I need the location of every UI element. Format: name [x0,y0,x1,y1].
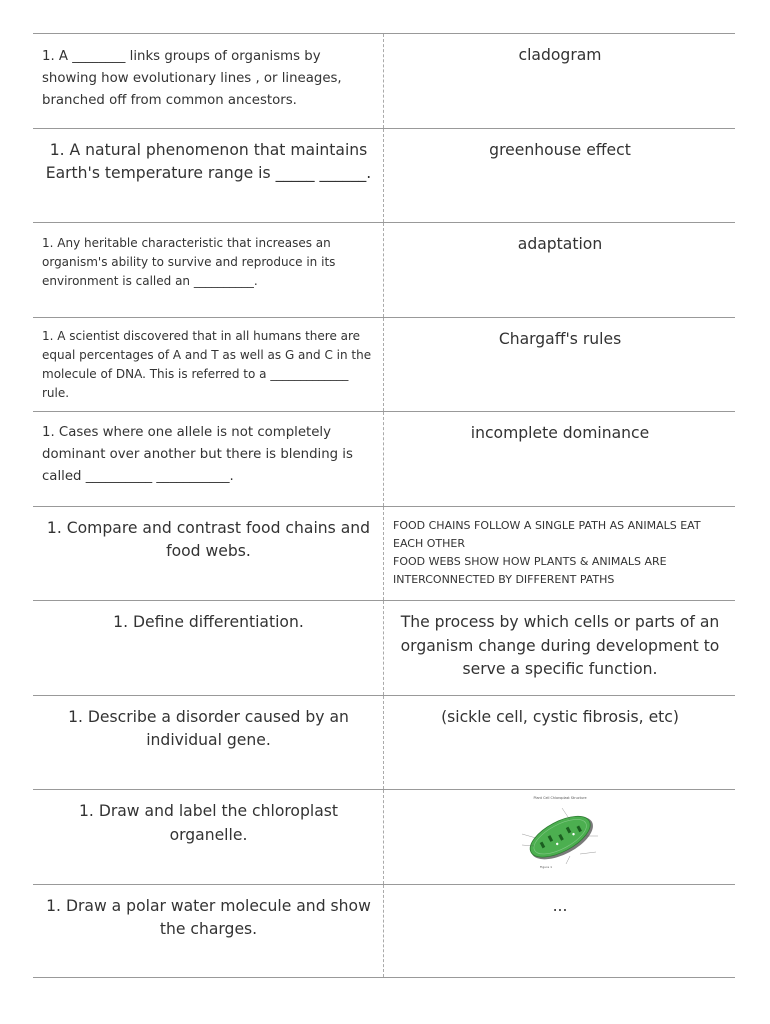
flashcard-row [33,128,735,223]
question-text: 1. Any heritable characteristic that increases an organism's ability to survive and reproduce in its environment is called an __________. [42,236,336,288]
chloroplast-diagram [510,794,610,874]
answer-text: incomplete dominance [470,424,650,442]
flashcard-row [33,695,735,790]
flashcard-row [33,884,735,979]
answer-block [384,507,735,601]
flashcard-row [33,317,735,412]
question-text: 1. Draw and label the chloroplast organelle. [79,802,338,844]
flashcard-row [33,600,735,695]
diagram-title: Plant Cell Chloroplast Structure [533,796,587,800]
answer-text: adaptation [517,235,603,253]
question-text: 1. Draw a polar water molecule and show the charges. [46,896,371,938]
question-text: 1. Compare and contrast food chains and food webs. [46,518,371,560]
answer-text: ... [552,896,568,915]
answer-text: cladogram [518,46,602,64]
flashcard-row [33,33,735,128]
answer-food-webs: FOOD WEBS SHOW HOW PLANTS & ANIMALS ARE INTERCONNECTED BY DIFFERENT PATHS [393,554,667,586]
flashcard-row [33,789,735,884]
question-text: 1. Describe a disorder caused by an individual gene. [68,707,349,749]
flashcard-sheet [33,33,735,978]
answer-text: Chargaff's rules [498,329,622,348]
question-text: 1. A natural phenomenon that maintains Earth's temperature range is _____ ______. [45,140,372,182]
label-leader [580,852,596,854]
question-text: 1. A scientist discovered that in all humans there are equal percentages of A and T as well as G and C in the molecule of DNA. This is referred to a _____________ rule. [42,328,372,400]
flashcard-row [33,411,735,506]
flashcard-row [33,222,735,317]
answer-text: greenhouse effect [489,140,631,159]
label-leader [522,834,536,838]
answer-text: (sickle cell, cystic fibrosis, etc) [441,707,679,726]
question-text: 1. A ________ links groups of organisms by showing how evolutionary lines , or lineages, branched off from common ancestors. [42,49,342,108]
answer-diagram [384,790,735,884]
flashcard-row [33,506,735,601]
question-text: 1. Define differentiation. [113,613,304,631]
label-leader [566,856,570,864]
diagram-caption: Figure 1 [540,865,553,869]
answer-text: The process by which cells or parts of an organism change during development to serve a specific function. [400,613,720,678]
answer-food-chains: FOOD CHAINS FOLLOW A SINGLE PATH AS ANIMALS EAT EACH OTHER [393,518,701,550]
question-text: 1. Cases where one allele is not completely dominant over another but there is blending is called __________ ___________. [42,425,353,484]
